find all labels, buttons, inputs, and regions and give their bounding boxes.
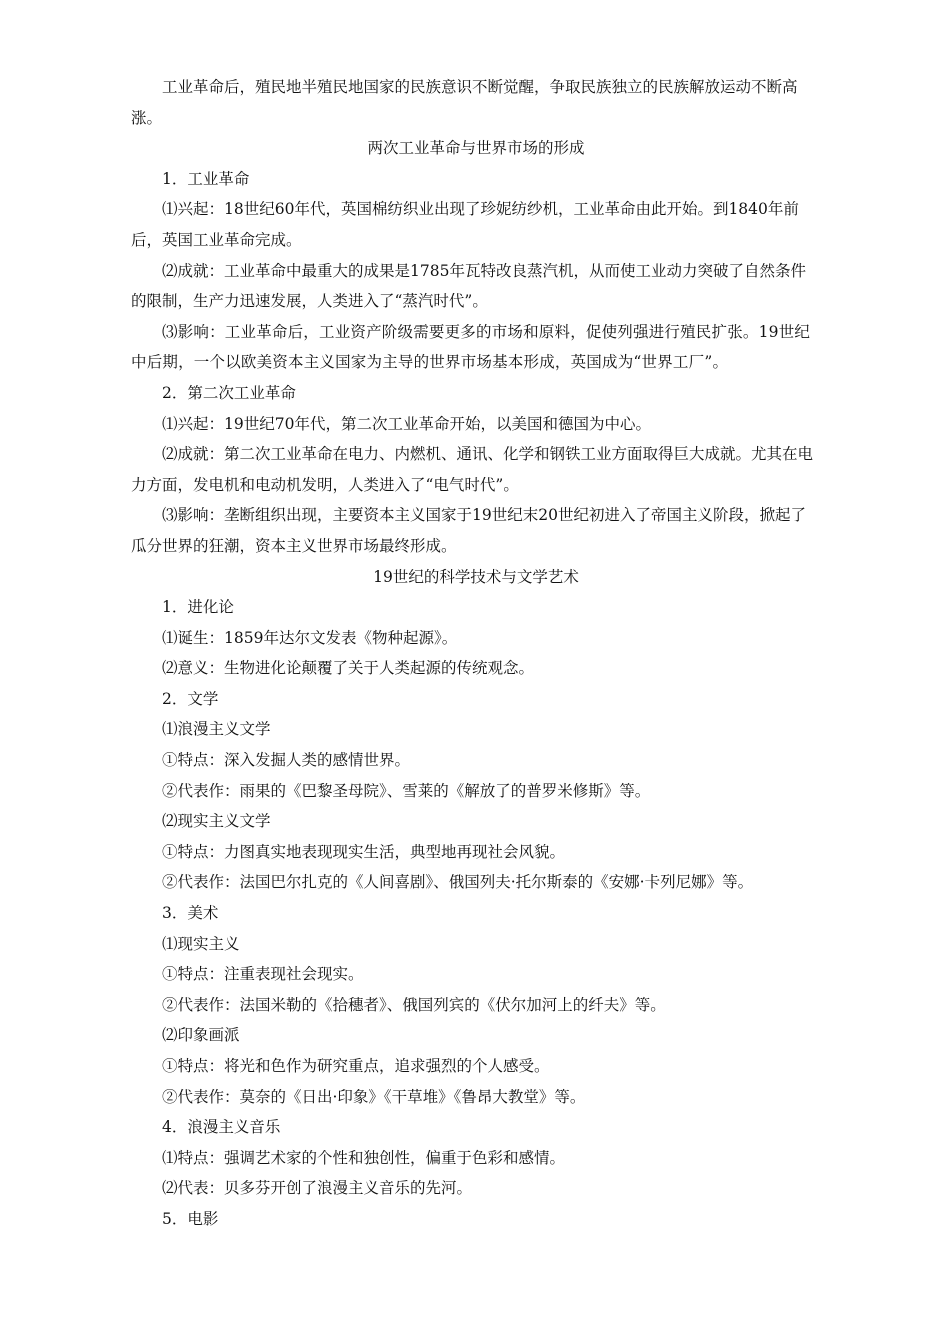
- list-item: ①特点：注重表现社会现实。: [162, 965, 364, 984]
- paragraph: ⑴诞生：1859年达尔文发表《物种起源》。: [162, 628, 458, 647]
- list-item: ⑵代表：贝多芬开创了浪漫主义音乐的先河。: [162, 1179, 473, 1198]
- list-item: ①特点：深入发掘人类的感情世界。: [162, 751, 411, 770]
- subsection-heading: 2．文学: [162, 689, 219, 708]
- list-item: ⑴特点：强调艺术家的个性和独创性，偏重于色彩和感情。: [162, 1148, 566, 1167]
- list-item: ⑴现实主义: [162, 934, 240, 953]
- list-item: ①特点：力图真实地表现现实生活，典型地再现社会风貌。: [162, 842, 566, 861]
- list-item: ②代表作：法国米勒的《拾穗者》、俄国列宾的《伏尔加河上的纤夫》等。: [162, 995, 666, 1014]
- subsection-heading: 3．美术: [162, 904, 219, 923]
- list-item: ②代表作：雨果的《巴黎圣母院》、雪莱的《解放了的普罗米修斯》等。: [162, 781, 651, 800]
- section-heading: 两次工业革命与世界市场的形成: [367, 139, 585, 158]
- subsection-heading: 4．浪漫主义音乐: [162, 1118, 281, 1137]
- paragraph: 工业革命后，殖民地半殖民地国家的民族意识不断觉醒，争取民族独立的民族解放运动不断高涨。: [131, 78, 798, 127]
- paragraph: ⑵意义：生物进化论颠覆了关于人类起源的传统观念。: [162, 659, 535, 678]
- list-item: ②代表作：莫奈的《日出·印象》《干草堆》《鲁昂大教堂》等。: [162, 1087, 586, 1106]
- subsection-heading: 1．进化论: [162, 598, 234, 617]
- paragraph: ⑴兴起：19世纪70年代，第二次工业革命开始，以美国和德国为中心。: [162, 414, 651, 433]
- document-body: [131, 72, 821, 1235]
- list-item: ⑵印象画派: [162, 1026, 240, 1045]
- subsection-heading: 5．电影: [162, 1209, 219, 1228]
- subsection-heading: 1．工业革命: [162, 169, 250, 188]
- paragraph: ⑵成就：第二次工业革命在电力、内燃机、通讯、化学和钢铁工业方面取得巨大成就。尤其在电力方面，发电机和电动机发明，人类进入了“电气时代”。: [131, 445, 814, 494]
- list-item: ①特点：将光和色作为研究重点，追求强烈的个人感受。: [162, 1057, 550, 1075]
- list-item: ②代表作：法国巴尔扎克的《人间喜剧》、俄国列夫·托尔斯泰的《安娜·卡列尼娜》等。: [162, 873, 754, 892]
- list-item: ⑵现实主义文学: [162, 812, 271, 831]
- section-heading: 19世纪的科学技术与文学艺术: [373, 567, 579, 586]
- paragraph: ⑶影响：垄断组织出现，主要资本主义国家于19世纪末20世纪初进入了帝国主义阶段，掀起了瓜分世界的狂潮，资本主义世界市场最终形成。: [131, 506, 806, 555]
- subsection-heading: 2．第二次工业革命: [162, 383, 296, 402]
- paragraph: ⑵成就：工业革命中最重大的成果是1785年瓦特改良蒸汽机，从而使工业动力突破了自然条件的限制，生产力迅速发展，人类进入了“蒸汽时代”。: [131, 261, 806, 311]
- paragraph: ⑶影响：工业革命后，工业资产阶级需要更多的市场和原料，促使列强进行殖民扩张。19世纪中后期，一个以欧美资本主义国家为主导的世界市场基本形成，英国成为“世界工厂”。: [131, 322, 811, 372]
- paragraph: ⑴兴起：18世纪60年代，英国棉纺织业出现了珍妮纺纱机，工业革命由此开始。到1840年前后，英国工业革命完成。: [131, 200, 799, 249]
- list-item: ⑴浪漫主义文学: [162, 720, 271, 739]
